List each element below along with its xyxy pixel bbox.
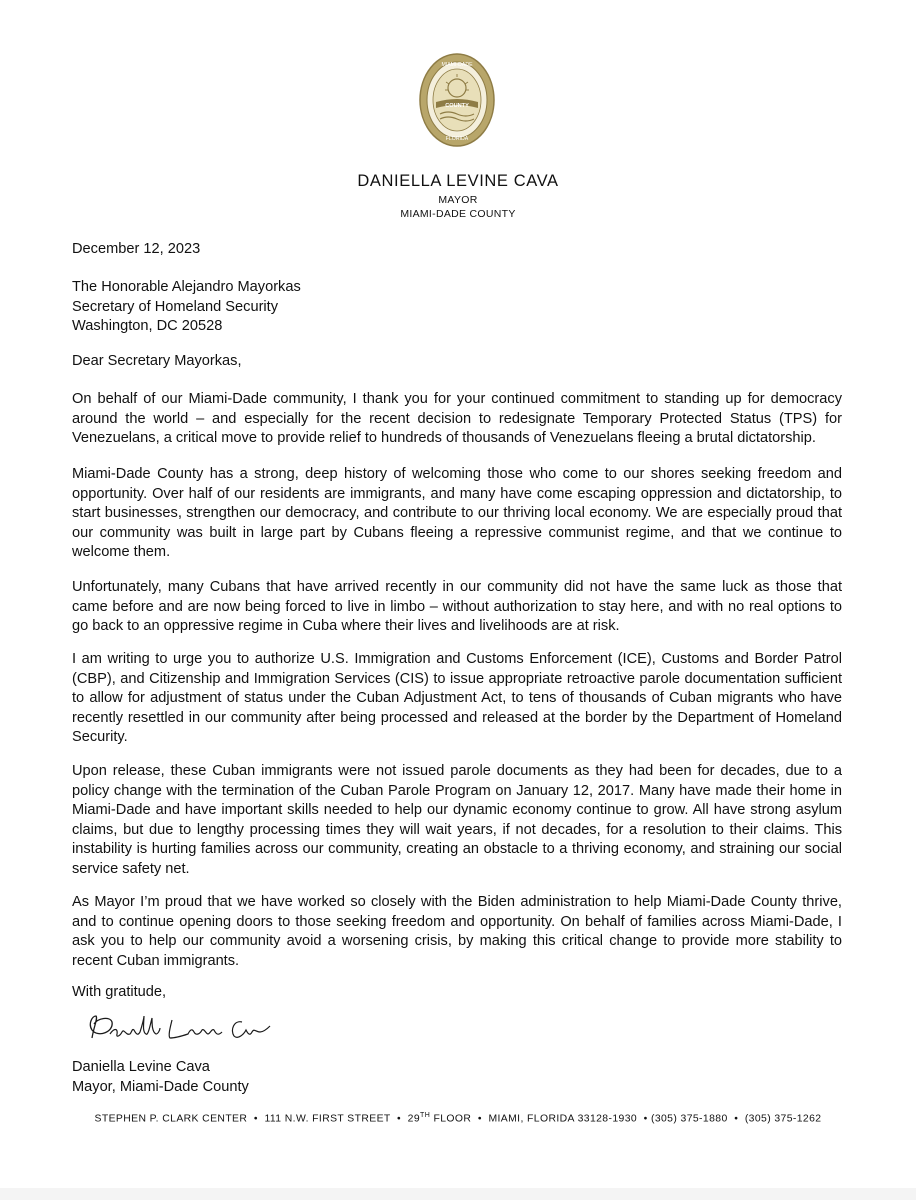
seal-county-text: COUNTY — [445, 103, 469, 109]
letterhead-county: MIAMI-DADE COUNTY — [400, 208, 516, 220]
body-paragraph-4: I am writing to urge you to authorize U.S. Immigration and Customs Enforcement (ICE), Customs and Border Patrol (CBP), and Citizenship and Immigration Services (CIS) to issue appropriate retroactive parole documentation sufficient to allow for adjustment of status under the Cuban Adjustment Act, to tens of thousands of Cuban migrants who have recently resettled in our community after being processed and released at the border by the Department of Homeland Security. — [72, 651, 842, 746]
handwritten-signature — [84, 1008, 274, 1048]
closing: With gratitude, — [72, 984, 167, 1000]
body-paragraph-3: Unfortunately, many Cubans that have arrived recently in our community did not have the same luck as those that came before and are now being forced to live in limbo – without authorization to stay here, and with no real options to go back to an oppressive regime in Cuba where their lives and livelihoods are at risk. — [72, 579, 842, 635]
letterhead-title: MAYOR — [438, 194, 478, 206]
recipient-line: Washington, DC 20528 — [72, 318, 223, 335]
footer-street: 111 N.W. FIRST STREET — [264, 1113, 391, 1125]
body-paragraph-2: Miami-Dade County has a strong, deep history of welcoming those who come to our shores seeking freedom and opportunity. Over half of our residents are immigrants, and many have come escaping oppression and dictatorship, to start businesses, strengthen our democracy, and contribute to our thriving local economy. We are especially proud that our community was built in large part by Cubans fleeing a repressive communist regime, and that we continue to welcome them. — [72, 466, 842, 561]
footer-floor-number: 29 — [407, 1113, 421, 1125]
footer-address: STEPHEN P. CLARK CENTER • 111 N.W. FIRST STREET • 29TH FLOOR • MIAMI, FLORIDA 33128-1930 • (305) 375-1880 • (305) 375-1262 — [94, 1112, 822, 1125]
footer-phone: (305) 375-1880 — [650, 1113, 728, 1125]
signer-block — [72, 1058, 842, 1097]
body-paragraph-6: As Mayor I’m proud that we have worked so closely with the Biden administration to help Miami-Dade County thrive, and to continue opening doors to those seeking freedom and opportunity. On behalf of families across Miami-Dade, I ask you to help our community avoid a worsening crisis, by making this critical change to provide more stability to recent Cuban immigrants. — [72, 894, 842, 969]
signer-title: Mayor, Miami-Dade County — [72, 1078, 249, 1095]
page-bottom-edge — [0, 1188, 916, 1200]
footer-floor-suffix: TH — [420, 1112, 431, 1119]
recipient-line: The Honorable Alejandro Mayorkas — [72, 279, 301, 295]
salutation: Dear Secretary Mayorkas, — [72, 353, 242, 369]
footer-city: MIAMI, FLORIDA 33128-1930 — [488, 1113, 638, 1125]
county-seal-logo — [418, 52, 496, 148]
seal-bottom-text: FLORIDA — [445, 136, 469, 142]
signer-name: Daniella Levine Cava — [72, 1059, 210, 1075]
letter-date: December 12, 2023 — [72, 241, 201, 257]
body-paragraph-5: Upon release, these Cuban immigrants were not issued parole documents as they had been for decades, due to a policy change with the termination of the Cuban Parole Program on January 12, 2017. Many have made their home in Miami-Dade and have important skills needed to help our dynamic economy continue to grow. All have strong asylum claims, but due to lengthy processing times they will wait years, if not decades, for a resolution to their claims. This instability is hurting families across our community, creating an obstacle to a thriving economy, and straining our social service safety net. — [72, 763, 842, 877]
letterhead-name: DANIELLA LEVINE CAVA — [357, 172, 559, 190]
seal-top-text: MIAMI-DADE — [441, 62, 473, 68]
recipient-line: Secretary of Homeland Security — [72, 298, 279, 315]
recipient-block — [72, 278, 842, 337]
footer-building: STEPHEN P. CLARK CENTER — [94, 1113, 248, 1125]
footer-fax: (305) 375-1262 — [744, 1113, 822, 1125]
footer-floor-word: FLOOR — [433, 1113, 472, 1125]
body-paragraph-1: On behalf of our Miami-Dade community, I thank you for your continued commitment to standing up for democracy around the world – and especially for the recent decision to redesignate Temporary Protected Status (TPS) for Venezuelans, a critical move to provide relief to hundreds of thousands of Venezuelans fleeing a brutal dictatorship. — [72, 391, 842, 447]
